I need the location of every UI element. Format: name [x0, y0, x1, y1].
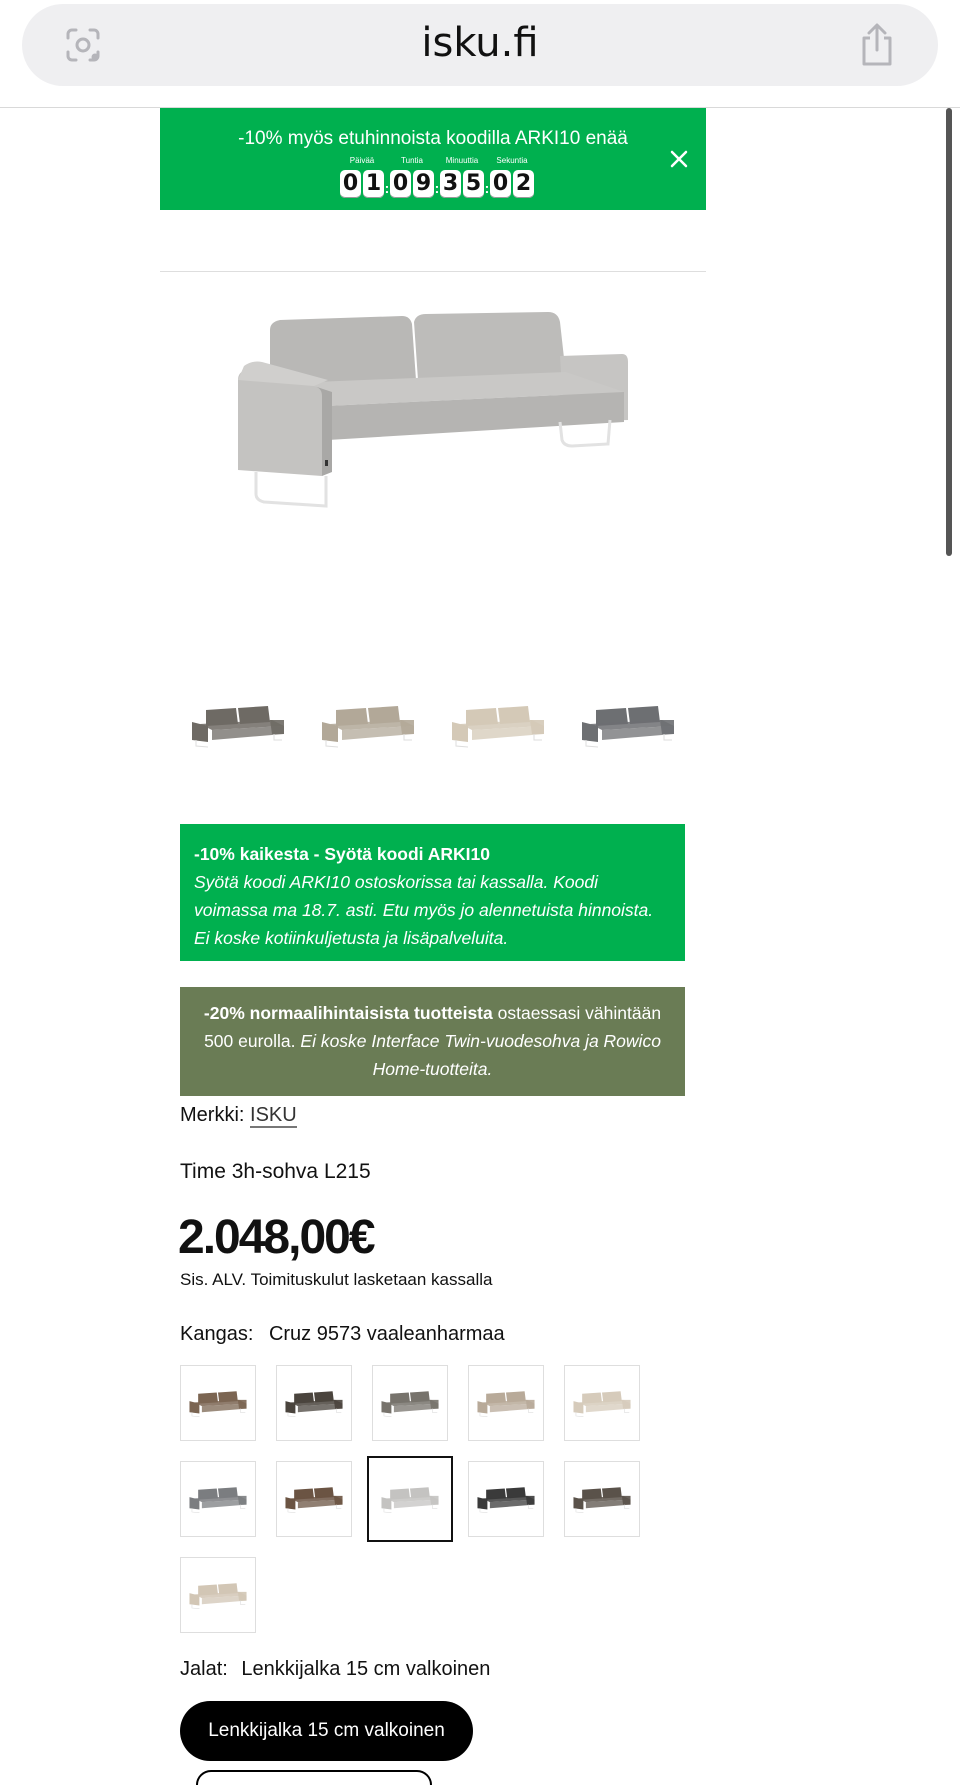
fabric-swatch-selected[interactable] [367, 1456, 453, 1542]
brand-link[interactable]: ISKU [250, 1104, 297, 1126]
sofa-swatch-icon [475, 1388, 537, 1419]
sofa-swatch-icon [379, 1484, 441, 1515]
sofa-swatch-icon [187, 1388, 249, 1419]
sofa-thumbnail-icon [318, 700, 418, 750]
product-main-image[interactable] [230, 300, 640, 520]
digit: 9 [413, 170, 434, 198]
url-text[interactable]: isku.fi [421, 20, 539, 66]
fabric-swatch[interactable] [468, 1461, 544, 1537]
countdown-hours-label: Tuntia [401, 156, 423, 165]
fabric-swatch[interactable] [180, 1557, 256, 1633]
separator: : [434, 180, 440, 196]
sofa-swatch-icon [187, 1580, 249, 1611]
sofa-thumbnail-icon [188, 700, 288, 750]
promo-code-box [180, 824, 685, 961]
countdown-days-label: Päivää [349, 156, 375, 165]
sofa-swatch-icon [571, 1484, 633, 1515]
promo-body: Syötä koodi ARKI10 ostoskorissa tai kassalla. Koodi voimassa ma 18.7. asti. Etu myös jo alennetuista hinnoista. Ei koske kotiinkuljetusta ja lisäpalveluita. [194, 872, 654, 948]
promo-title: -10% kaikesta - Syötä koodi ARKI10 [194, 844, 490, 864]
separator: : [484, 180, 490, 196]
countdown-hours [390, 156, 434, 198]
countdown-timer [340, 156, 540, 208]
sofa-thumbnail-icon [448, 700, 548, 750]
legs-label: Jalat: [180, 1658, 228, 1680]
digit: 3 [440, 170, 461, 198]
browser-toolbar [0, 0, 960, 108]
digit: 0 [390, 170, 411, 198]
sofa-swatch-icon [475, 1484, 537, 1515]
digit: 0 [490, 170, 511, 198]
digit: 5 [463, 170, 484, 198]
fabric-swatch[interactable] [180, 1365, 256, 1441]
promo-discount-box [180, 987, 685, 1096]
sofa-illustration [238, 312, 628, 506]
promo-discount-text: ostaessasi vähintään 500 eurolla. [204, 1003, 662, 1051]
countdown-minutes [440, 156, 484, 198]
fabric-swatch[interactable] [564, 1365, 640, 1441]
close-icon[interactable] [668, 148, 690, 170]
banner-text: -10% myös etuhinnoista koodilla ARKI10 enää [238, 128, 628, 149]
product-price: 2.048,00€ [178, 1211, 374, 1264]
address-bar[interactable] [22, 4, 938, 86]
fabric-swatch[interactable] [276, 1365, 352, 1441]
product-thumbnail[interactable] [448, 700, 548, 760]
sofa-swatch-icon [187, 1484, 249, 1515]
product-thumbnail[interactable] [318, 700, 418, 760]
countdown-seconds-label: Sekuntia [496, 156, 528, 165]
fabric-selection-label [180, 1323, 505, 1346]
vat-note: Sis. ALV. Toimituskulut lasketaan kassalla [180, 1270, 493, 1289]
fabric-swatch[interactable] [276, 1461, 352, 1537]
fabric-label: Kangas: [180, 1323, 254, 1345]
legs-selection-label [180, 1658, 490, 1681]
separator: : [384, 180, 390, 196]
countdown-days [340, 156, 384, 198]
sofa-swatch-icon [571, 1388, 633, 1419]
fabric-swatch[interactable] [372, 1365, 448, 1441]
legs-option-button-2[interactable] [196, 1770, 432, 1785]
brand-label: Merkki: [180, 1104, 245, 1126]
page-scrollbar[interactable] [946, 108, 952, 556]
product-thumbnail[interactable] [188, 700, 288, 760]
legs-value: Lenkkijalka 15 cm valkoinen [241, 1658, 491, 1680]
countdown-seconds [490, 156, 534, 198]
fabric-swatch[interactable] [468, 1365, 544, 1441]
digit: 0 [340, 170, 361, 198]
product-name: Time 3h-sohva L215 [180, 1160, 371, 1183]
digit: 2 [513, 170, 534, 198]
sofa-swatch-icon [283, 1388, 345, 1419]
sofa-swatch-icon [283, 1484, 345, 1515]
fabric-swatch[interactable] [564, 1461, 640, 1537]
legs-option-button[interactable]: Lenkkijalka 15 cm valkoinen [180, 1701, 473, 1761]
fabric-value: Cruz 9573 vaaleanharmaa [268, 1323, 505, 1345]
countdown-banner [160, 108, 706, 210]
sofa-swatch-icon [379, 1388, 441, 1419]
digit: 1 [363, 170, 384, 198]
fabric-swatch[interactable] [180, 1461, 256, 1537]
countdown-minutes-label: Minuuttia [445, 156, 479, 165]
divider [160, 271, 706, 272]
promo-discount-italic: Ei koske Interface Twin-vuodesohva ja Rowico Home-tuotteita. [300, 1031, 661, 1079]
product-thumbnail[interactable] [578, 700, 678, 760]
promo-discount-bold: -20% normaalihintaisista tuotteista [203, 1003, 493, 1023]
brand-line [180, 1104, 297, 1127]
sofa-thumbnail-icon [578, 700, 678, 750]
share-icon[interactable] [856, 22, 898, 68]
